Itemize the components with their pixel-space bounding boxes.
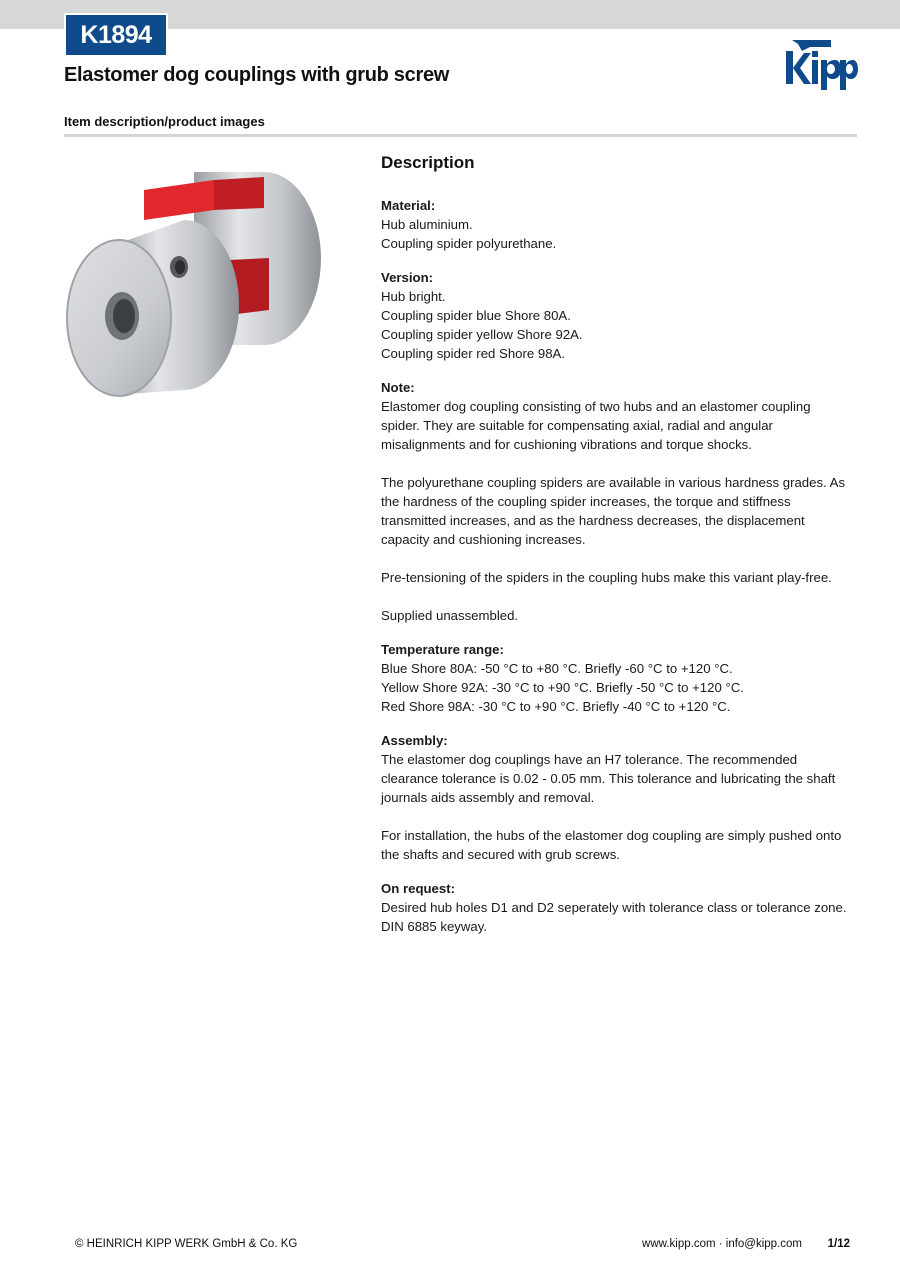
note-block	[381, 378, 851, 625]
section-heading: Item description/product images	[64, 114, 265, 129]
page-title: Elastomer dog couplings with grub screw	[64, 64, 450, 86]
footer-page-number: 1/12	[827, 1238, 850, 1250]
material-block	[381, 196, 851, 253]
note-paragraph: Supplied unassembled.	[381, 608, 519, 623]
assembly-label: Assembly:	[381, 733, 448, 748]
on-request-line: DIN 6885 keyway.	[381, 919, 488, 934]
section-divider	[64, 134, 857, 137]
footer-copyright: © HEINRICH KIPP WERK GmbH & Co. KG	[75, 1238, 298, 1250]
temperature-label: Temperature range:	[381, 642, 504, 657]
note-paragraph: Pre-tensioning of the spiders in the coupling hubs make this variant play-free.	[381, 570, 832, 585]
version-line: Coupling spider red Shore 98A.	[381, 346, 566, 361]
note-paragraph: The polyurethane coupling spiders are available in various hardness grades. As the hardness of the coupling spider increases, the torque and stiffness transmitted increases, and as the hardness decreases, the displacement capacity and cushioning increases.	[381, 475, 846, 547]
temperature-line: Yellow Shore 92A: -30 °C to +90 °C. Briefly -50 °C to +120 °C.	[381, 680, 744, 695]
footer-contact[interactable]: www.kipp.com · info@kipp.com	[642, 1238, 802, 1250]
version-line: Hub bright.	[381, 289, 446, 304]
version-block	[381, 268, 851, 363]
material-label: Material:	[381, 198, 436, 213]
temperature-line: Red Shore 98A: -30 °C to +90 °C. Briefly -40 °C to +120 °C.	[381, 699, 731, 714]
assembly-paragraph: The elastomer dog couplings have an H7 tolerance. The recommended clearance tolerance is 0.02 - 0.05 mm. This tolerance and lubricating the shaft journals aids assembly and removal.	[381, 752, 836, 805]
description-column	[381, 152, 851, 951]
assembly-block	[381, 731, 851, 864]
temperature-line: Blue Shore 80A: -50 °C to +80 °C. Briefly -60 °C to +120 °C.	[381, 661, 733, 676]
product-code-badge: K1894	[64, 13, 168, 57]
description-heading: Description	[381, 153, 475, 172]
material-line: Coupling spider polyurethane.	[381, 236, 557, 251]
on-request-block	[381, 879, 851, 936]
on-request-label: On request:	[381, 881, 456, 896]
version-label: Version:	[381, 270, 434, 285]
version-line: Coupling spider yellow Shore 92A.	[381, 327, 583, 342]
kipp-logo	[784, 38, 858, 92]
on-request-line: Desired hub holes D1 and D2 seperately with tolerance class or tolerance zone.	[381, 900, 847, 915]
material-line: Hub aluminium.	[381, 217, 473, 232]
temperature-block	[381, 640, 851, 716]
version-line: Coupling spider blue Shore 80A.	[381, 308, 571, 323]
note-label: Note:	[381, 380, 415, 395]
coupling-image	[64, 150, 328, 400]
assembly-paragraph: For installation, the hubs of the elastomer dog coupling are simply pushed onto the shafts and secured with grub screws.	[381, 828, 842, 862]
note-paragraph: Elastomer dog coupling consisting of two hubs and an elastomer coupling spider. They are suitable for compensating axial, radial and angular misalignments and for cushioning vibrations and torque shocks.	[381, 399, 811, 452]
